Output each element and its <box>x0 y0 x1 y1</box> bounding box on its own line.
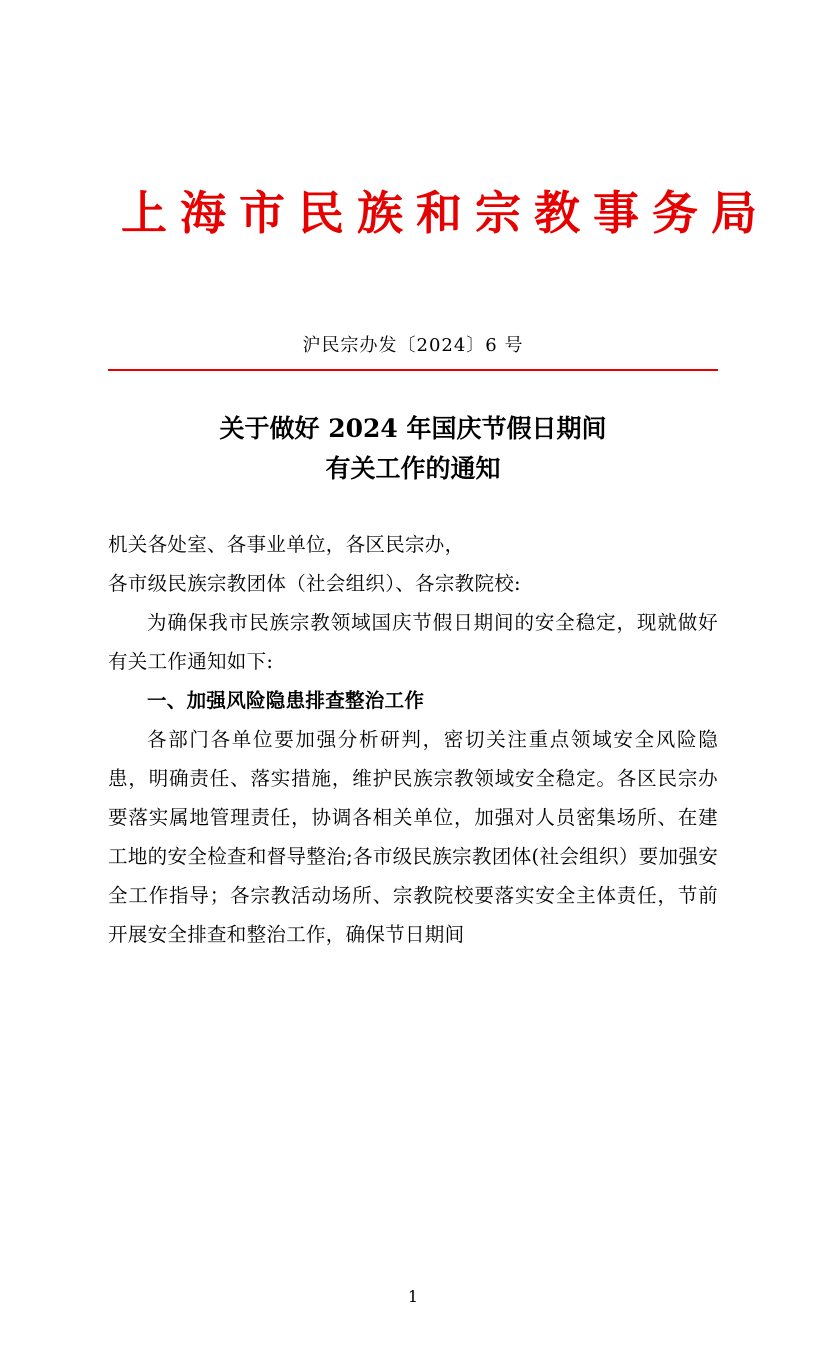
intro-line-1: 为确保我市民族宗教领域国庆节假日期间的安全稳定，现就 <box>147 611 678 634</box>
red-divider-rule <box>108 369 718 372</box>
section-1-heading: 一、加强风险隐患排查整治工作 <box>147 689 425 712</box>
addressee-line-2: 各市级民族宗教团体（社会组织）、各宗教院校: <box>108 572 521 595</box>
document-page <box>0 185 826 1354</box>
document-title-line1: 关于做好 2024 年国庆节假日期间 <box>219 414 607 443</box>
addressee-line-1: 机关各处室、各事业单位，各区民宗办， <box>108 533 465 556</box>
document-body <box>108 525 718 954</box>
document-number: 沪民宗办发〔2024〕6 号 <box>302 334 524 356</box>
intro-paragraph <box>108 603 718 681</box>
page-number: 1 <box>407 1287 419 1306</box>
intro-line-2: 做好有关工作通知如下: <box>108 611 718 673</box>
document-title <box>108 409 718 489</box>
organization-masthead: 上海市民族和宗教事务局 <box>121 186 770 240</box>
section-1-body: 各部门各单位要加强分析研判，密切关注重点领域安全风险隐患，明确责任、落实措施，维护民族宗教领域安全稳定。各区民宗办要落实属地管理责任，协调各相关单位，加强对人员密集场所、在建工地的安全检查和督导整治;各市级民族宗教团体(社会组织）要加强安全工作指导；各宗教活动场所、宗教院校要落实安全主体责任，节前开展安全排查和整治工作，确保节日期间 <box>108 728 718 946</box>
document-title-line2: 有关工作的通知 <box>325 454 501 483</box>
